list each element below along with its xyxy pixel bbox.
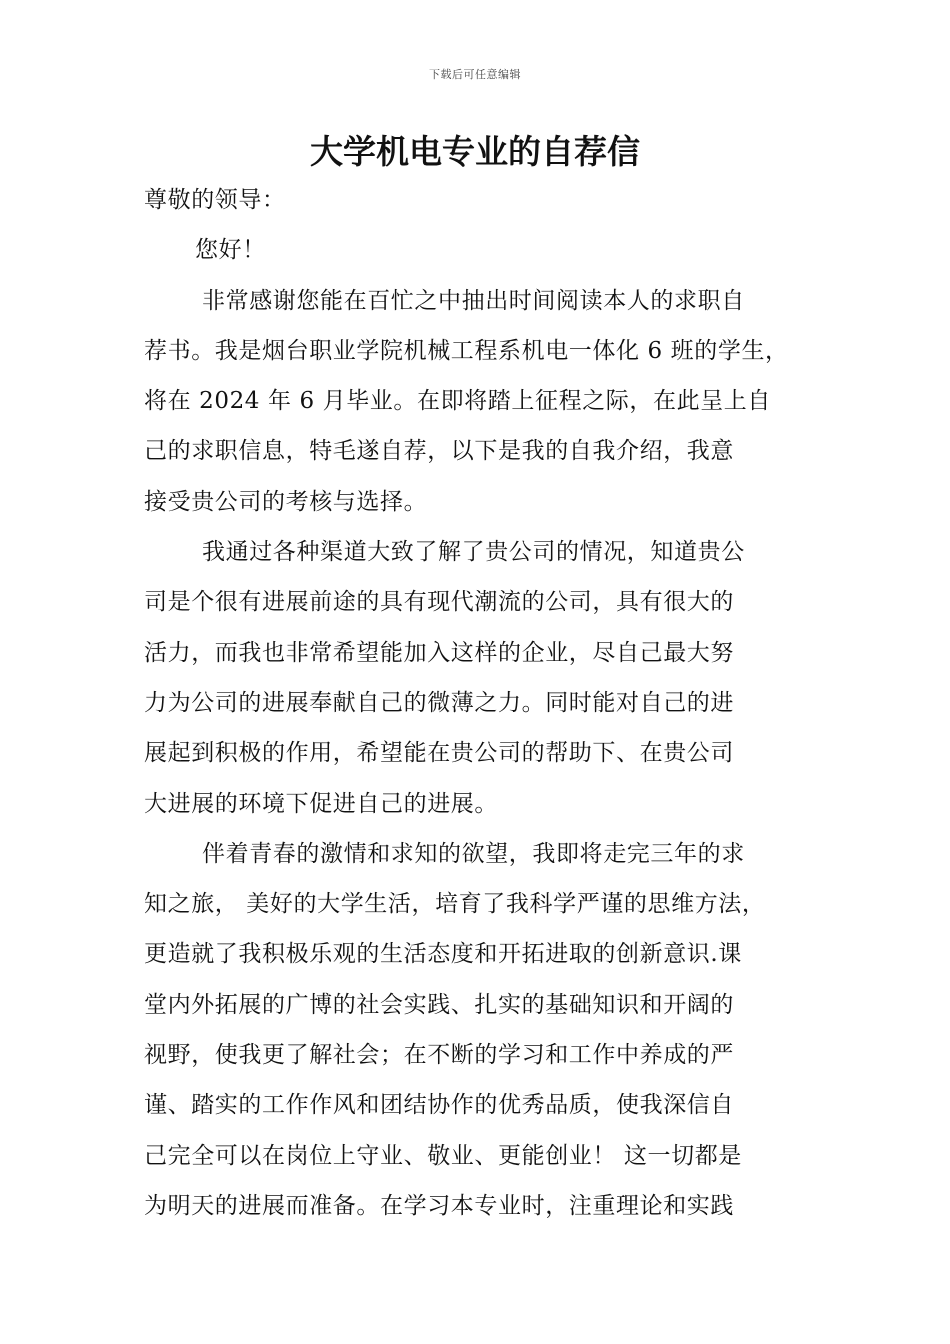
- paragraph-line: 接受贵公司的考核与选择。: [144, 488, 428, 515]
- paragraph-line: 荐书。我是烟台职业学院机械工程系机电一体化 6 班的学生，: [144, 337, 789, 364]
- paragraph-line: 更造就了我积极乐观的生活态度和开拓进取的创新意识.课: [144, 941, 742, 968]
- paragraph-line: 大进展的环境下促进自己的进展。: [144, 790, 498, 817]
- paragraph-line: 非常感谢您能在百忙之中抽出时间阅读本人的求职自: [202, 287, 745, 314]
- document-title: 大学机电专业的自荐信: [310, 132, 640, 171]
- paragraph-line: 展起到积极的作用，希望能在贵公司的帮助下、在贵公司: [144, 740, 734, 767]
- paragraph-1: [144, 276, 812, 527]
- paragraph-line: 将在 2024 年 6 月毕业。在即将踏上征程之际，在此呈上自: [144, 388, 772, 415]
- paragraph-line: 司是个很有进展前途的具有现代潮流的公司，具有很大的: [144, 589, 734, 616]
- paragraph-line: 活力，而我也非常希望能加入这样的企业，尽自己最大努: [144, 639, 734, 666]
- paragraph-line: 谨、踏实的工作作风和团结协作的优秀品质，使我深信自: [144, 1092, 734, 1119]
- paragraph-line: 我通过各种渠道大致了解了贵公司的情况，知道贵公: [202, 539, 745, 566]
- paragraph-line: 己完全可以在岗位上守业、敬业、更能创业！ 这一切都是: [144, 1142, 742, 1169]
- paragraph-line: 伴着青春的激情和求知的欲望，我即将走完三年的求: [202, 840, 745, 867]
- paragraph-3: [144, 829, 812, 1231]
- paragraph-2: [144, 527, 812, 829]
- paragraph-line: 堂内外拓展的广博的社会实践、扎实的基础知识和开阔的: [144, 991, 734, 1018]
- paragraph-line: 力为公司的进展奉献自己的微薄之力。同时能对自己的进: [144, 689, 734, 716]
- paragraph-line: 为明天的进展而准备。在学习本专业时，注重理论和实践: [144, 1192, 734, 1219]
- header-note: 下载后可任意编辑: [429, 68, 521, 81]
- paragraph-line: 视野，使我更了解社会；在不断的学习和工作中养成的严: [144, 1042, 734, 1069]
- paragraph-line: 知之旅， 美好的大学生活，培育了我科学严谨的思维方法，: [144, 891, 766, 918]
- greeting: 您好！: [195, 237, 266, 264]
- letter-body: [144, 175, 812, 1231]
- paragraph-line: 己的求职信息，特毛遂自荐，以下是我的自我介绍，我意: [144, 438, 734, 465]
- salutation: 尊敬的领导：: [144, 187, 286, 213]
